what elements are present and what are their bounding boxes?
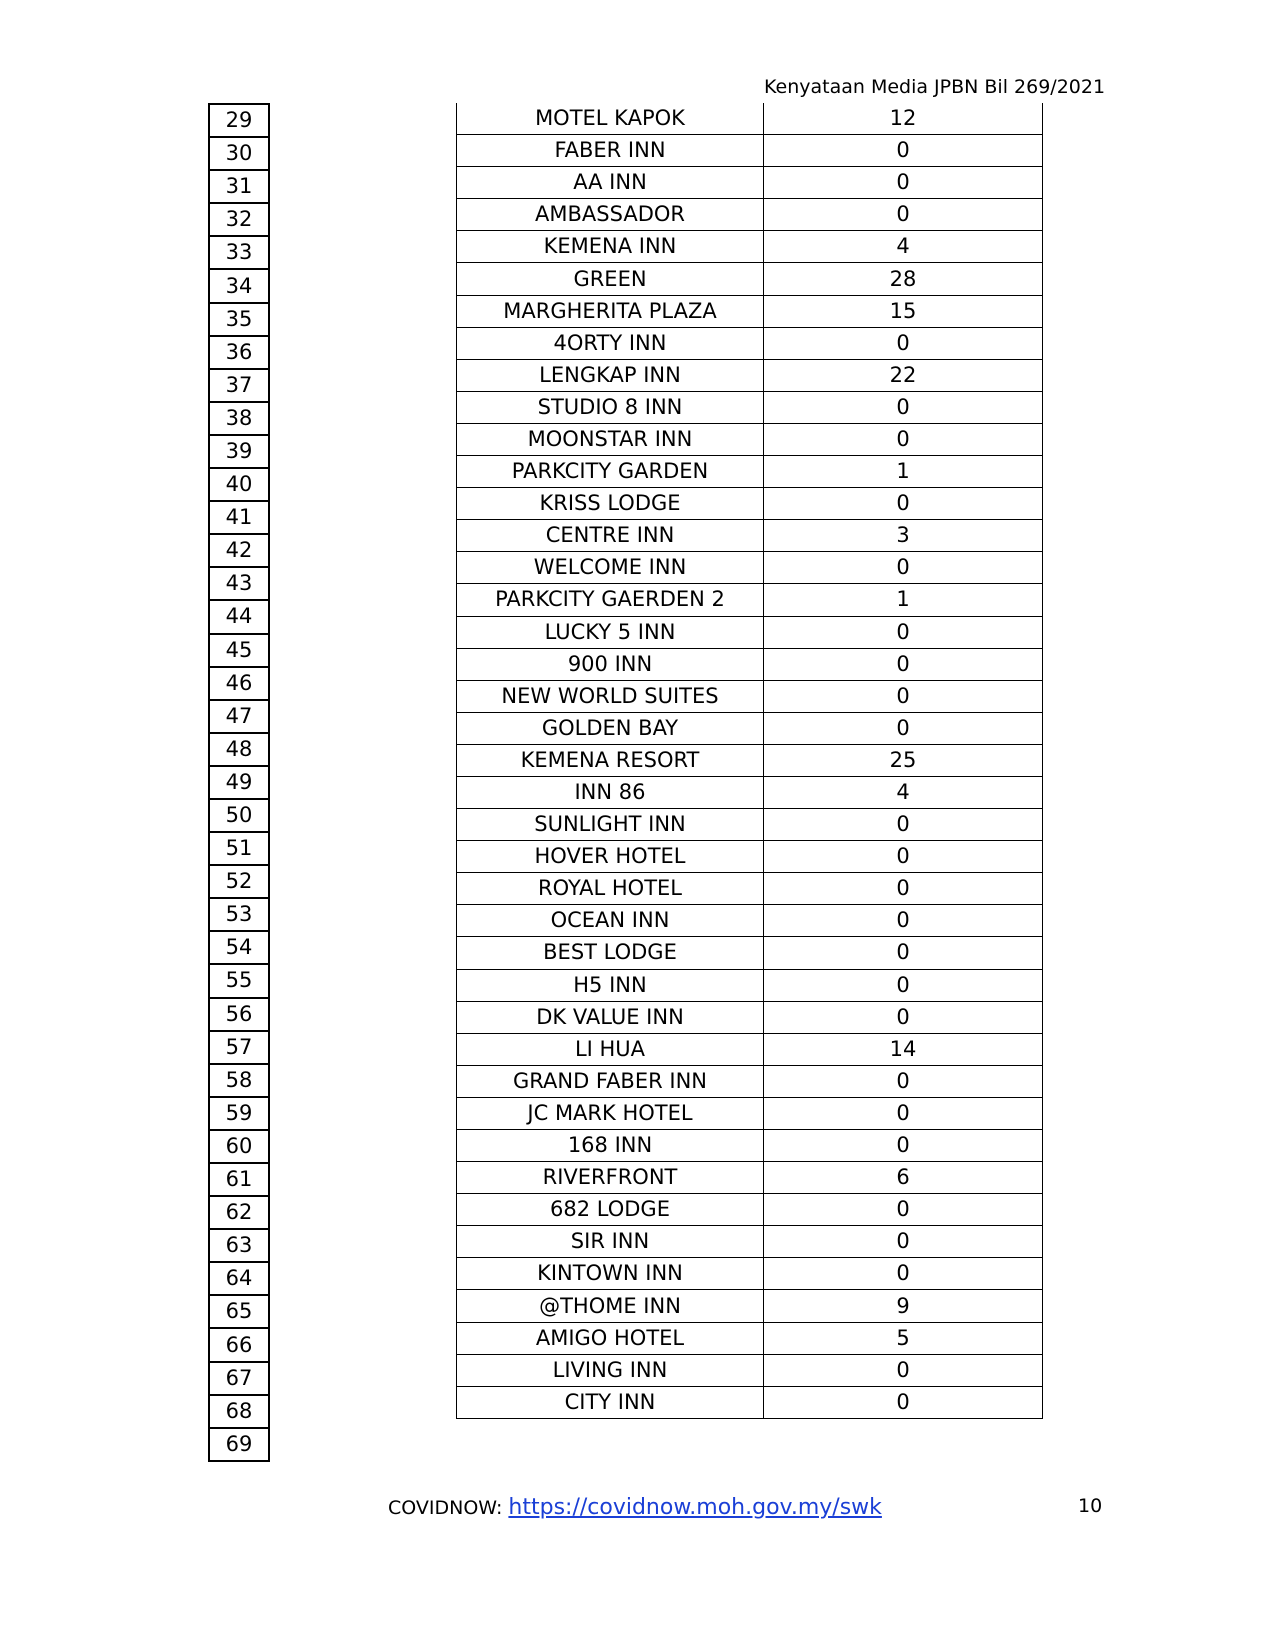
premises-name: BEST LODGE bbox=[457, 937, 764, 969]
premises-name: LENGKAP INN bbox=[457, 359, 764, 391]
case-count: 0 bbox=[764, 1130, 1043, 1162]
row-number: 45 bbox=[209, 634, 269, 667]
table-row bbox=[209, 1031, 269, 1064]
case-count: 5 bbox=[764, 1322, 1043, 1354]
table-row bbox=[457, 359, 1043, 391]
premises-name: OCEAN INN bbox=[457, 905, 764, 937]
case-count: 0 bbox=[764, 841, 1043, 873]
case-count: 0 bbox=[764, 327, 1043, 359]
premises-name: SIR INN bbox=[457, 1226, 764, 1258]
case-count: 0 bbox=[764, 552, 1043, 584]
table-row bbox=[209, 534, 269, 567]
row-number: 34 bbox=[209, 269, 269, 302]
table-row bbox=[457, 103, 1043, 135]
premises-name: FABER INN bbox=[457, 135, 764, 167]
table-row bbox=[457, 1065, 1043, 1097]
table-row bbox=[457, 584, 1043, 616]
premises-name: WELCOME INN bbox=[457, 552, 764, 584]
premises-name: KINTOWN INN bbox=[457, 1258, 764, 1290]
premises-name: KEMENA RESORT bbox=[457, 744, 764, 776]
table-row bbox=[209, 700, 269, 733]
table-row bbox=[209, 137, 269, 170]
case-count: 25 bbox=[764, 744, 1043, 776]
case-count: 0 bbox=[764, 391, 1043, 423]
premises-name: AMBASSADOR bbox=[457, 199, 764, 231]
row-number: 66 bbox=[209, 1328, 269, 1361]
table-row bbox=[457, 809, 1043, 841]
row-number: 58 bbox=[209, 1064, 269, 1097]
premises-name: 682 LODGE bbox=[457, 1194, 764, 1226]
table-row bbox=[457, 391, 1043, 423]
table-row bbox=[457, 231, 1043, 263]
table-row bbox=[457, 552, 1043, 584]
row-number: 54 bbox=[209, 931, 269, 964]
row-number: 48 bbox=[209, 733, 269, 766]
row-number: 40 bbox=[209, 468, 269, 501]
case-count: 0 bbox=[764, 488, 1043, 520]
table-row bbox=[209, 1395, 269, 1428]
premises-name: MOONSTAR INN bbox=[457, 423, 764, 455]
table-row bbox=[457, 1290, 1043, 1322]
premises-name: GOLDEN BAY bbox=[457, 712, 764, 744]
premises-name: STUDIO 8 INN bbox=[457, 391, 764, 423]
table-row bbox=[457, 135, 1043, 167]
table-row bbox=[457, 776, 1043, 808]
table-row bbox=[209, 998, 269, 1031]
table-row bbox=[457, 648, 1043, 680]
case-count: 22 bbox=[764, 359, 1043, 391]
premises-name: CITY INN bbox=[457, 1386, 764, 1418]
table-row bbox=[209, 1328, 269, 1361]
table-row bbox=[209, 832, 269, 865]
premises-name: RIVERFRONT bbox=[457, 1162, 764, 1194]
case-count: 0 bbox=[764, 1354, 1043, 1386]
row-number: 51 bbox=[209, 832, 269, 865]
table-row bbox=[457, 327, 1043, 359]
row-number: 49 bbox=[209, 766, 269, 799]
table-row bbox=[209, 104, 269, 137]
footer-label: COVIDNOW: bbox=[388, 1497, 509, 1519]
case-count: 0 bbox=[764, 873, 1043, 905]
case-count: 0 bbox=[764, 1097, 1043, 1129]
premises-name: PARKCITY GARDEN bbox=[457, 456, 764, 488]
case-count: 4 bbox=[764, 776, 1043, 808]
table-row bbox=[209, 634, 269, 667]
premises-name: LIVING INN bbox=[457, 1354, 764, 1386]
table-row bbox=[457, 616, 1043, 648]
row-number: 62 bbox=[209, 1196, 269, 1229]
table-row bbox=[457, 1258, 1043, 1290]
row-number: 46 bbox=[209, 667, 269, 700]
row-number: 61 bbox=[209, 1163, 269, 1196]
table-row bbox=[457, 520, 1043, 552]
premises-name: 168 INN bbox=[457, 1130, 764, 1162]
case-count: 0 bbox=[764, 616, 1043, 648]
table-row bbox=[457, 873, 1043, 905]
case-count: 0 bbox=[764, 423, 1043, 455]
premises-name: H5 INN bbox=[457, 969, 764, 1001]
case-count: 0 bbox=[764, 1194, 1043, 1226]
row-number: 68 bbox=[209, 1395, 269, 1428]
table-row bbox=[209, 170, 269, 203]
table-row bbox=[209, 600, 269, 633]
case-count: 15 bbox=[764, 295, 1043, 327]
table-row bbox=[209, 402, 269, 435]
case-count: 0 bbox=[764, 712, 1043, 744]
table-row bbox=[457, 1033, 1043, 1065]
table-row bbox=[209, 369, 269, 402]
case-count: 0 bbox=[764, 1001, 1043, 1033]
row-number: 52 bbox=[209, 865, 269, 898]
table-row bbox=[209, 799, 269, 832]
row-number-column bbox=[208, 103, 270, 1462]
case-count: 0 bbox=[764, 1065, 1043, 1097]
case-count: 0 bbox=[764, 648, 1043, 680]
case-count: 3 bbox=[764, 520, 1043, 552]
case-count: 0 bbox=[764, 905, 1043, 937]
table-row bbox=[209, 1130, 269, 1163]
table-row bbox=[457, 1194, 1043, 1226]
case-count: 1 bbox=[764, 584, 1043, 616]
case-count: 0 bbox=[764, 969, 1043, 1001]
table-row bbox=[209, 203, 269, 236]
table-row bbox=[457, 1162, 1043, 1194]
case-count: 0 bbox=[764, 680, 1043, 712]
table-row bbox=[209, 1362, 269, 1395]
table-row bbox=[457, 969, 1043, 1001]
case-count: 14 bbox=[764, 1033, 1043, 1065]
table-row bbox=[209, 435, 269, 468]
table-row bbox=[209, 898, 269, 931]
table-row bbox=[209, 964, 269, 997]
row-number: 59 bbox=[209, 1097, 269, 1130]
table-row bbox=[209, 269, 269, 302]
premises-table bbox=[456, 103, 1043, 1419]
premises-name: LI HUA bbox=[457, 1033, 764, 1065]
table-row bbox=[457, 295, 1043, 327]
row-number: 32 bbox=[209, 203, 269, 236]
table-row bbox=[209, 1262, 269, 1295]
table-row bbox=[209, 567, 269, 600]
table-row bbox=[457, 744, 1043, 776]
row-number: 39 bbox=[209, 435, 269, 468]
premises-name: @THOME INN bbox=[457, 1290, 764, 1322]
premises-name: 900 INN bbox=[457, 648, 764, 680]
case-count: 0 bbox=[764, 135, 1043, 167]
row-number: 63 bbox=[209, 1229, 269, 1262]
premises-name: GRAND FABER INN bbox=[457, 1065, 764, 1097]
row-number: 38 bbox=[209, 402, 269, 435]
table-row bbox=[457, 680, 1043, 712]
premises-name: INN 86 bbox=[457, 776, 764, 808]
row-number: 64 bbox=[209, 1262, 269, 1295]
page-number: 10 bbox=[1078, 1495, 1103, 1517]
premises-name: 4ORTY INN bbox=[457, 327, 764, 359]
table-row bbox=[209, 1295, 269, 1328]
row-number: 41 bbox=[209, 501, 269, 534]
row-number: 42 bbox=[209, 534, 269, 567]
premises-name: CENTRE INN bbox=[457, 520, 764, 552]
row-number: 33 bbox=[209, 236, 269, 269]
table-row bbox=[457, 905, 1043, 937]
premises-name: AMIGO HOTEL bbox=[457, 1322, 764, 1354]
case-count: 28 bbox=[764, 263, 1043, 295]
row-number: 29 bbox=[209, 104, 269, 137]
row-number: 30 bbox=[209, 137, 269, 170]
table-row bbox=[209, 236, 269, 269]
case-count: 0 bbox=[764, 1258, 1043, 1290]
table-row bbox=[209, 766, 269, 799]
table-row bbox=[457, 456, 1043, 488]
case-count: 0 bbox=[764, 809, 1043, 841]
row-number: 43 bbox=[209, 567, 269, 600]
table-row bbox=[209, 667, 269, 700]
table-row bbox=[457, 1226, 1043, 1258]
premises-name: AA INN bbox=[457, 167, 764, 199]
table-row bbox=[209, 865, 269, 898]
row-number: 57 bbox=[209, 1031, 269, 1064]
row-number: 35 bbox=[209, 303, 269, 336]
table-row bbox=[209, 931, 269, 964]
table-row bbox=[457, 423, 1043, 455]
row-number: 31 bbox=[209, 170, 269, 203]
table-row bbox=[457, 937, 1043, 969]
row-number: 37 bbox=[209, 369, 269, 402]
case-count: 6 bbox=[764, 1162, 1043, 1194]
row-number: 50 bbox=[209, 799, 269, 832]
premises-name: ROYAL HOTEL bbox=[457, 873, 764, 905]
table-row bbox=[457, 1130, 1043, 1162]
row-number: 60 bbox=[209, 1130, 269, 1163]
row-number: 69 bbox=[209, 1428, 269, 1461]
premises-name: GREEN bbox=[457, 263, 764, 295]
table-row bbox=[457, 1354, 1043, 1386]
row-number: 56 bbox=[209, 998, 269, 1031]
row-number: 44 bbox=[209, 600, 269, 633]
table-row bbox=[457, 167, 1043, 199]
premises-name: DK VALUE INN bbox=[457, 1001, 764, 1033]
row-number: 53 bbox=[209, 898, 269, 931]
case-count: 0 bbox=[764, 1386, 1043, 1418]
premises-name: JC MARK HOTEL bbox=[457, 1097, 764, 1129]
row-number: 36 bbox=[209, 336, 269, 369]
premises-name: KRISS LODGE bbox=[457, 488, 764, 520]
covidnow-link[interactable]: https://covidnow.moh.gov.my/swk bbox=[508, 1495, 882, 1520]
case-count: 0 bbox=[764, 199, 1043, 231]
table-row bbox=[209, 501, 269, 534]
premises-name: MARGHERITA PLAZA bbox=[457, 295, 764, 327]
table-row bbox=[457, 488, 1043, 520]
case-count: 1 bbox=[764, 456, 1043, 488]
media-statement-reference: Kenyataan Media JPBN Bil 269/2021 bbox=[764, 76, 1106, 98]
case-count: 4 bbox=[764, 231, 1043, 263]
case-count: 0 bbox=[764, 167, 1043, 199]
table-row bbox=[457, 263, 1043, 295]
table-row bbox=[457, 1097, 1043, 1129]
case-count: 9 bbox=[764, 1290, 1043, 1322]
table-row bbox=[209, 303, 269, 336]
row-number: 47 bbox=[209, 700, 269, 733]
table-row bbox=[457, 1322, 1043, 1354]
row-number: 67 bbox=[209, 1362, 269, 1395]
case-count: 12 bbox=[764, 103, 1043, 135]
table-row bbox=[209, 468, 269, 501]
table-row bbox=[457, 1001, 1043, 1033]
premises-name: NEW WORLD SUITES bbox=[457, 680, 764, 712]
table-row bbox=[457, 1386, 1043, 1418]
table-row bbox=[209, 1229, 269, 1262]
premises-name: MOTEL KAPOK bbox=[457, 103, 764, 135]
table-row bbox=[209, 1196, 269, 1229]
premises-name: PARKCITY GAERDEN 2 bbox=[457, 584, 764, 616]
table-row bbox=[209, 733, 269, 766]
table-row bbox=[209, 1163, 269, 1196]
table-row bbox=[209, 1428, 269, 1461]
table-row bbox=[457, 712, 1043, 744]
table-row bbox=[209, 336, 269, 369]
row-number: 55 bbox=[209, 964, 269, 997]
table-row bbox=[457, 199, 1043, 231]
case-count: 0 bbox=[764, 937, 1043, 969]
table-row bbox=[209, 1097, 269, 1130]
row-number: 65 bbox=[209, 1295, 269, 1328]
table-row bbox=[457, 841, 1043, 873]
premises-name: LUCKY 5 INN bbox=[457, 616, 764, 648]
premises-name: KEMENA INN bbox=[457, 231, 764, 263]
premises-name: HOVER HOTEL bbox=[457, 841, 764, 873]
footer bbox=[388, 1495, 882, 1520]
case-count: 0 bbox=[764, 1226, 1043, 1258]
premises-name: SUNLIGHT INN bbox=[457, 809, 764, 841]
table-row bbox=[209, 1064, 269, 1097]
